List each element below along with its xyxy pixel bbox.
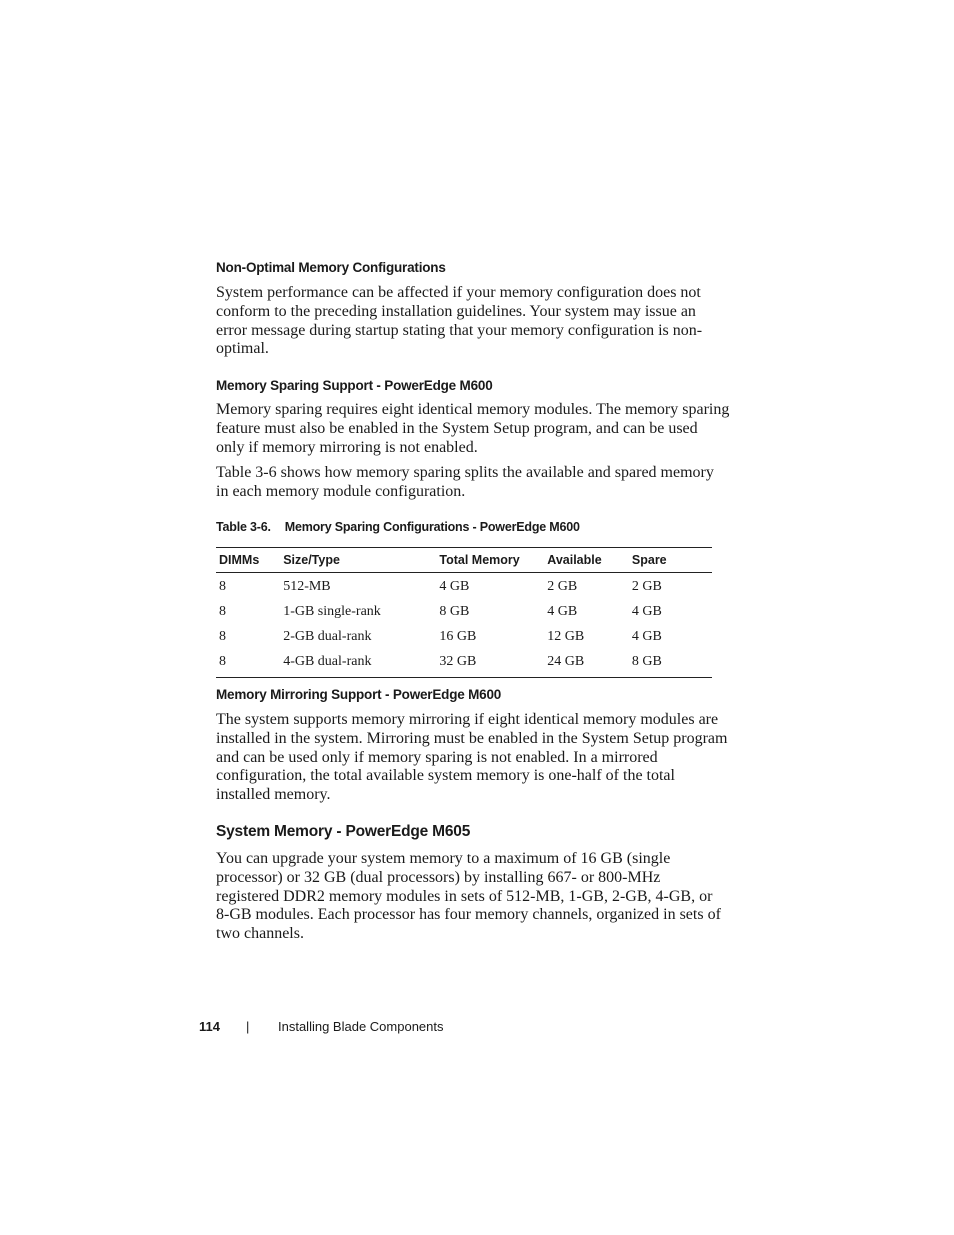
paragraph-m605 <box>216 850 721 944</box>
text-line: 8-GB modules. Each processor has four memory channels, organized in sets of <box>216 906 721 924</box>
column-header-available: Available <box>547 553 602 567</box>
table-cell: 4 GB <box>547 604 578 620</box>
footer-separator: | <box>246 1019 250 1034</box>
column-header-spare: Spare <box>631 553 667 567</box>
table-cell: 8 <box>219 628 226 644</box>
paragraph-sparing-1 <box>216 401 730 457</box>
table-cell: 2 GB <box>631 579 662 595</box>
memory-sparing-table <box>216 547 712 678</box>
column-header-total-memory: Total Memory <box>439 553 520 567</box>
table-cell: 24 GB <box>547 653 585 669</box>
heading-memory-mirroring: Memory Mirroring Support - PowerEdge M600 <box>216 687 502 702</box>
column-header-dimms: DIMMs <box>219 553 260 567</box>
text-line: only if memory mirroring is not enabled. <box>216 438 478 456</box>
paragraph-mirroring <box>216 711 728 805</box>
text-line: System performance can be affected if your memory configuration does not <box>216 284 701 301</box>
table-cell: 4-GB dual-rank <box>283 653 372 669</box>
table-cell: 12 GB <box>547 628 585 644</box>
text-line: optimal. <box>216 340 269 358</box>
table-header-row <box>216 548 712 573</box>
text-line: error message during startup stating that your memory configuration is non- <box>216 321 703 339</box>
text-line: feature must also be enabled in the System Setup program, and can be used <box>216 419 698 437</box>
heading-system-memory-m605: System Memory - PowerEdge M605 <box>216 823 471 840</box>
table-row <box>216 600 712 625</box>
table-title: Memory Sparing Configurations - PowerEdge M600 <box>284 520 580 534</box>
table-cell: 4 GB <box>631 628 662 644</box>
table-cell: 1-GB single-rank <box>283 604 381 620</box>
table-cell: 8 GB <box>631 653 662 669</box>
table-cell: 512-MB <box>283 579 331 595</box>
text-line: installed in the system. Mirroring must be enabled in the System Setup program <box>216 729 728 747</box>
chapter-title: Installing Blade Components <box>278 1019 444 1034</box>
text-line: processor) or 32 GB (dual processors) by installing 667- or 800-MHz <box>216 868 661 886</box>
table-cell: 4 GB <box>631 604 662 620</box>
heading-memory-sparing: Memory Sparing Support - PowerEdge M600 <box>216 378 493 393</box>
table-caption <box>216 520 580 534</box>
text-line: and can be used only if memory sparing is not enabled. In a mirrored <box>216 748 658 766</box>
table-cell: 2-GB dual-rank <box>283 628 372 644</box>
column-header-size-type: Size/Type <box>283 553 340 567</box>
text-line: Memory sparing requires eight identical memory modules. The memory sparing <box>216 401 730 418</box>
table-number: Table 3-6. <box>216 520 271 534</box>
table-cell: 8 <box>219 579 226 595</box>
table-cell: 8 <box>219 653 226 669</box>
text-line: two channels. <box>216 925 304 943</box>
text-line: You can upgrade your system memory to a maximum of 16 GB (single <box>216 850 671 867</box>
paragraph-non-optimal <box>216 284 716 359</box>
text-line: installed memory. <box>216 786 331 804</box>
heading-non-optimal: Non-Optimal Memory Configurations <box>216 260 446 275</box>
table-cell: 32 GB <box>439 653 477 669</box>
table-cell: 2 GB <box>547 579 578 595</box>
table-cell: 8 GB <box>439 604 470 620</box>
text-line: Table 3-6 shows how memory sparing splits the available and spared memory <box>216 464 714 481</box>
table-row <box>216 625 712 650</box>
text-line: configuration, the total available system memory is one-half of the total <box>216 767 675 785</box>
text-line: in each memory module configuration. <box>216 482 466 500</box>
table-row <box>216 649 712 677</box>
text-line: The system supports memory mirroring if eight identical memory modules are <box>216 711 719 728</box>
page-number: 114 <box>199 1019 220 1034</box>
paragraph-sparing-2 <box>216 464 716 502</box>
text-line: conform to the preceding installation guidelines. Your system may issue an <box>216 302 696 320</box>
table-cell: 8 <box>219 604 226 620</box>
table-cell: 4 GB <box>439 579 470 595</box>
table-row <box>216 573 712 600</box>
table-cell: 16 GB <box>439 628 477 644</box>
text-line: registered DDR2 memory modules in sets of 512-MB, 1-GB, 2-GB, 4-GB, or <box>216 887 713 905</box>
